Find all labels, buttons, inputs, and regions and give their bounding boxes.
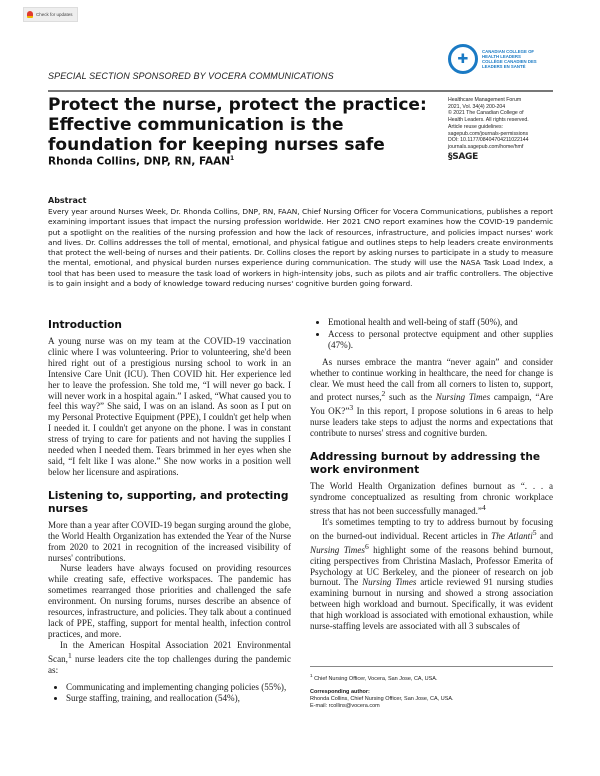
text: As nurses embrace the mantra “never again” and consider whether to continue working in healthcare, the need for change is clear. We must heed the call from all corners to listen to, support, and protect nurses, (310, 356, 553, 403)
text: Nursing Times (310, 544, 365, 555)
paragraph: More than a year after COVID-19 began surging around the globe, the World Health Organization has extended the Year of the Nurse from 2020 to 2021 in recognition of the increased visibility of nurses' contributions. (48, 519, 292, 563)
text: Nursing Times (362, 577, 417, 588)
author-affiliation-marker: 1 (230, 155, 235, 162)
text: The World Health Organization defines burnout as “. . . a syndrome conceptualized as resulting from chronic workplace stress that has not been successfully managed.” (310, 481, 553, 516)
cchl-emblem-icon: ✚ (448, 44, 478, 74)
paragraph (310, 357, 553, 439)
author-line (48, 155, 234, 168)
journal-line: © 2021 The Canadian College of (448, 110, 524, 117)
permissions-link[interactable]: sagepub.com/journals-permissions (448, 130, 529, 137)
check-for-updates-button[interactable] (23, 7, 78, 22)
paragraph (310, 481, 553, 517)
list-item: • Access to personal protectve equipment and other supplies (47%). (328, 329, 553, 351)
paragraph (48, 640, 291, 676)
list-item: • Communicating and implementing changing policies (55%), (66, 682, 291, 693)
text: The Atlanti (491, 530, 533, 541)
text: article reviewed 91 nursing studies examining burnout in nursing and showed a strong association between high workload and burnout. Specifically, it was evident that high workload is associated with emotional exhaustion, while nurse-staffing levels are associated with all 3 subscales of (310, 577, 554, 632)
author-name: Rhonda Collins, DNP, RN, FAAN (48, 155, 231, 168)
header-divider (48, 90, 553, 92)
journal-line: Article reuse guidelines: (448, 123, 504, 130)
citation-link[interactable]: 2 (381, 389, 386, 399)
sage-logo (448, 152, 529, 162)
citation-link[interactable]: 1 (67, 650, 72, 660)
right-column (310, 319, 553, 632)
corresponding-author: Rhonda Collins, Chief Nursing Officer, San Jose, CA, USA. (310, 695, 454, 702)
heading-listening: Listening to, supporting, and protecting nurses (48, 489, 289, 515)
journal-line: Health Leaders. All rights reserved. (448, 117, 529, 124)
journal-line: Healthcare Management Forum (448, 97, 522, 103)
logo-line: CANADIAN COLLEGE OF (482, 48, 535, 54)
paragraph: A young nurse was on my team at the COVID-19 vaccination clinic where I was volunteering. Prior to volunteering, she'd been hired right out of a prestigious nursing school to work in an Intensive Care Unit (ICU). Then COVID hit. Her experience led her to leave the profession. She told me, “I will never go back. I will never work in a hospital again.” I asked, “What caused you to feel this way?” She said, I was on an island. As soon as I put on my Personal Protective Equipment (PPE), I couldn't get help when I needed it. I couldn't get anyone on the phone. I was in constant stress of trying to care for patients and not having the supplies I needed when I needed them. Tears brimmed in her eyes when she said, “I felt like I was alone.” She now works in a position well below her licensure and aspirations. (48, 336, 291, 477)
logo-line: COLLÈGE CANADIEN DES (482, 59, 537, 64)
text: and (536, 530, 554, 541)
challenge-list (48, 682, 291, 705)
left-column (48, 319, 291, 710)
citation-link[interactable]: 4 (481, 502, 486, 512)
check-for-updates-label: Check for updates (36, 12, 73, 17)
heading-burnout: Addressing burnout by addressing the work environment (310, 451, 541, 477)
paragraph (310, 517, 553, 632)
email-link[interactable]: E-mail: rcollins@vocera.com (310, 702, 380, 709)
abstract-heading: Abstract (48, 196, 87, 205)
corresponding-author-heading: Corresponding author: (310, 688, 370, 695)
section-label: SPECIAL SECTION SPONSORED BY VOCERA COMMUNICATIONS (48, 71, 334, 81)
heading-introduction: Introduction (48, 319, 122, 331)
text: Nursing Times (435, 392, 491, 403)
list-item: • Surge staffing, training, and reallocation (54%), (66, 693, 291, 704)
citation-link[interactable]: 3 (349, 403, 354, 413)
text: In the American Hospital Association 2021 Environmental Scan, (48, 639, 291, 664)
footnotes (310, 672, 553, 710)
affiliation-text: Chief Nursing Officer, Vocera, San Jose, CA, USA. (314, 675, 438, 682)
doi-link[interactable]: DOI: 10.1177/08404704211022144 (448, 137, 529, 144)
list-item: • Emotional health and well-being of staff (50%), and (328, 317, 553, 328)
text: campaign, “Are You OK?” (310, 392, 553, 417)
text: such as the (385, 392, 436, 403)
citation-link[interactable]: 5 (532, 527, 537, 537)
logo-line: LEADERS EN SANTÉ (482, 64, 526, 70)
publisher-name: SAGE (452, 151, 478, 162)
journal-line: 2021, Vol. 34(4) 200-204 (448, 103, 506, 110)
logo-line: HEALTH LEADERS (482, 53, 521, 59)
paragraph: Nurse leaders have always focused on providing resources while creating safe, effective workspaces. The pandemic has sometimes rearranged those priorities and challenged the safe environment. On nursing forums, nurses describe an absence of resources, infrastructure, and policies. They talk about a continued lack of PPE, staffing, support for mental health, infection control practices, and more. (48, 563, 291, 639)
text: In this report, I propose solutions in 6 areas to help nurse leaders take steps to adjust the norms and expectations that contribute to nurses' stress and cognitive burden. (310, 406, 554, 439)
journal-info (448, 97, 529, 162)
crossmark-icon (27, 11, 33, 18)
abstract-text: Every year around Nurses Week, Dr. Rhonda Collins, DNP, RN, FAAN, Chief Nursing Officer for Vocera Communications, publishes a report examining important issues that impact the nursing profession worldwide. Her 2021 CNO report examines how the COVID-19 pandemic put a spotlight on the realities of the nursing profession and how the lack of resources, infrastructure, and policies impact nurses' work and lives. Dr. Collins addresses the toll of mental, emotional, and physical fatigue and outlines steps to help leaders create environments that protect the well-being of nurses and their patients. Dr. Collins closes the report by asking nurses to participate in a study to measure the mental, emotional, and physical burden nurses experience during communication. The study will use the NASA Task Load Index, a tool that has been used to measure the task load of workers in high-intensity jobs, such as pilots and air traffic controllers. The objective is to gain insight and a body of knowledge toward reducing nurses' cognitive burden going forward. (48, 207, 553, 289)
article-title: Protect the nurse, protect the practice: Effective communication is the foundation for keeping nurses safe (48, 95, 427, 155)
challenge-list-continued (310, 317, 553, 351)
cchl-logo (448, 44, 537, 74)
text: nurse leaders cite the top challenges during the pandemic as: (48, 653, 291, 675)
journal-home-link[interactable]: journals.sagepub.com/home/hmf (448, 143, 524, 150)
text: highlight some of the reasons behind burnout, citing perspectives from Christina Maslach, Professor Emerita of Psychology at UC Berkeley, and the pioneer of research on job burnout. The (310, 544, 553, 588)
affiliation-footnote (310, 672, 553, 683)
footnote-divider (310, 666, 553, 667)
citation-link[interactable]: 6 (364, 541, 369, 551)
sage-s-icon: § (448, 151, 453, 162)
text: It's sometimes tempting to try to address burnout by focusing on the burned-out individual. Recent articles in (310, 516, 553, 541)
footnote-marker: 1 (310, 673, 313, 678)
